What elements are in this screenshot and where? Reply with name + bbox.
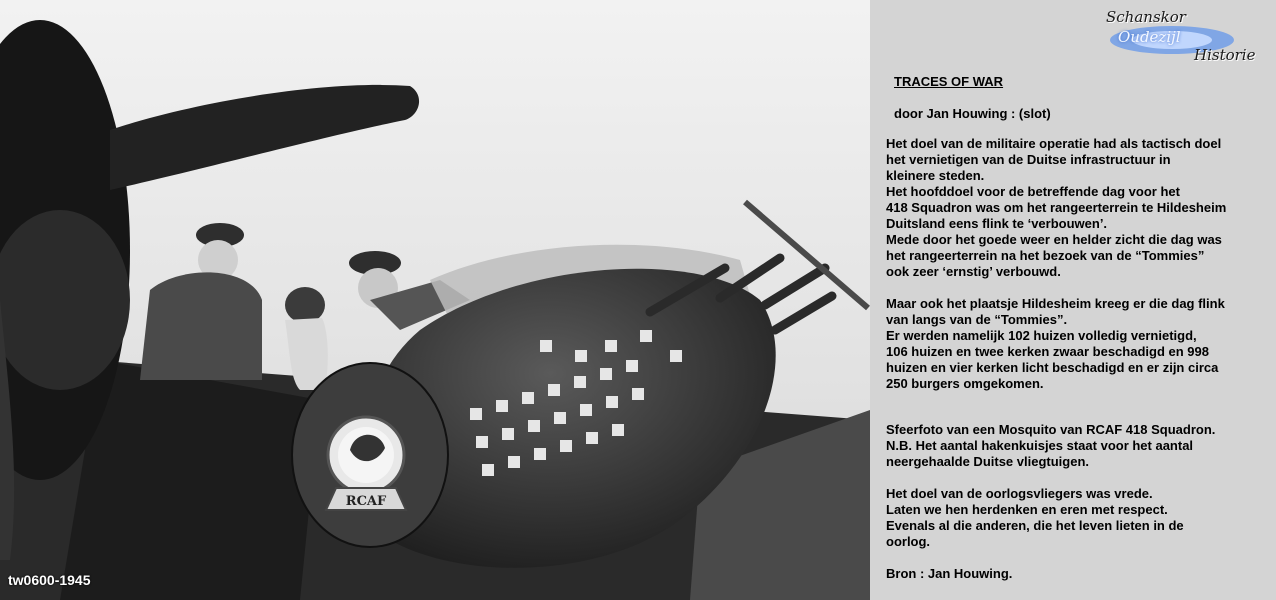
- article-paragraph-2: Maar ook het plaatsje Hildesheim kreeg er die dag flink van langs van de “Tommies”. Er werden namelijk 102 huizen volledig vernietigd, 106 huizen en twee kerken zwaar beschadigd en 998 huizen en vier kerken licht beschadigd en er zijn circa 250 burgers omgekomen.: [886, 296, 1225, 391]
- rcaf-badge-text: RCAF: [345, 494, 387, 509]
- article-title: TRACES OF WAR: [894, 74, 1004, 89]
- article-paragraph-3: Sfeerfoto van een Mosquito van RCAF 418 Squadron. N.B. Het aantal hakenkuisjes staat voor het aantal neergehaalde Duitse vliegtuigen.: [886, 422, 1216, 469]
- article-source: Bron : Jan Houwing.: [886, 566, 1013, 581]
- article-paragraph-4: Het doel van de oorlogsvliegers was vrede. Laten we hen herdenken en eren met respect. Evenals al die anderen, die het leven lieten in de oorlog.: [886, 486, 1184, 549]
- photo-caption: tw0600-1945: [8, 572, 91, 588]
- article-paragraph-1: Het doel van de militaire operatie had als tactisch doel het vernietigen van de Duitse infrastructuur in kleinere steden. Het hoofddoel voor de betreffende dag voor het 418 Squadron was om het rangeerterrein te Hildesheim Duitsland eens flink te ‘verbouwen’. Mede door het goede weer en helder zicht die dag was het rangeerterrein na het bezoek van de “Tommies” ook zeer ‘ernstig’ verbouwd.: [886, 136, 1227, 279]
- logo-line-1: Schanskor: [1106, 8, 1186, 26]
- article-panel: [872, 0, 1276, 600]
- spacer: [886, 408, 1276, 422]
- logo-line-2: Oudezijl: [1118, 28, 1181, 46]
- logo-line-3: Historie: [1194, 46, 1256, 64]
- article-author: door Jan Houwing : (slot): [894, 106, 1051, 121]
- article-body: [886, 74, 1276, 598]
- site-logo[interactable]: [1102, 6, 1272, 66]
